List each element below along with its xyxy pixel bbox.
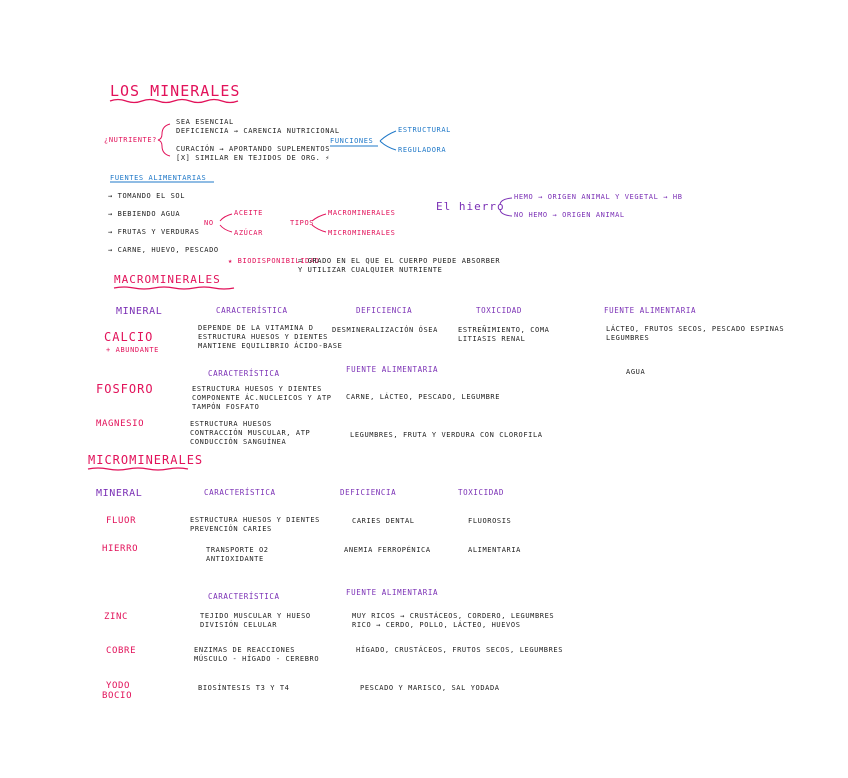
tipos-arrow-up [312, 214, 326, 221]
tipos-item: MACROMINERALES [328, 209, 396, 217]
hierro-micro-name: HIERRO [102, 544, 139, 554]
fluor-caracteristica: ESTRUCTURA HUESOS Y DIENTES PREVENCIÓN CARIES [190, 516, 320, 533]
micro-header-deficiencia: DEFICIENCIA [340, 488, 397, 497]
macro-header-caracteristica: CARACTERÍSTICA [216, 306, 288, 315]
nutriente-label: ¿NUTRIENTE? [104, 136, 157, 144]
micro-header2-caracteristica: CARACTERÍSTICA [208, 592, 280, 601]
micro-header-mineral: MINERAL [96, 488, 143, 499]
yodo-caracteristica: BIOSÍNTESIS T3 Y T4 [198, 684, 290, 692]
no-item: ACEITE [234, 209, 263, 217]
funciones-arrow-down [380, 141, 396, 150]
micro-underline [88, 468, 188, 470]
no-item: AZÚCAR [234, 229, 263, 237]
magnesio-fuente: LEGUMBRES, FRUTA Y VERDURA CON CLOROFILA [350, 431, 543, 439]
macro-header2-fuente: FUENTE ALIMENTARIA [346, 365, 439, 374]
fluor-name: FLUOR [106, 516, 137, 526]
calcio-caracteristica: DEPENDE DE LA VITAMINA D ESTRUCTURA HUESOS Y DIENTES MANTIENE EQUILIBRIO ÁCIDO-BASE [198, 324, 343, 350]
fuentes-item: → TOMANDO EL SOL [108, 192, 186, 200]
zinc-fuente: MUY RICOS → CRUSTÁCEOS, CORDERO, LEGUMBRES RICO → CERDO, POLLO, LÁCTEO, HUEVOS [352, 612, 555, 629]
tipos-label: TIPOS [290, 219, 315, 227]
tipos-arrow-down [312, 225, 326, 232]
calcio-deficiencia: DESMINERALIZACIÓN ÓSEA [332, 326, 438, 334]
zinc-name: ZINC [104, 612, 129, 622]
biodisponibilidad-label: ★ BIODISPONIBILIDAD [228, 257, 320, 265]
funciones-item: REGULADORA [398, 146, 447, 154]
calcio-fuente: LÁCTEO, FRUTOS SECOS, PESCADO ESPINAS LEGUMBRES [606, 325, 785, 342]
fosforo-name: FOSFORO [96, 382, 154, 396]
hierro-micro-caracteristica: TRANSPORTE O2 ANTIOXIDANTE [206, 546, 269, 563]
funciones-label: FUNCIONES [330, 137, 374, 145]
hierro-item: HEMO → ORIGEN ANIMAL Y VEGETAL → HB [514, 193, 683, 201]
hierro-item: NO HEMO → ORIGEN ANIMAL [514, 211, 625, 219]
macro-title: MACROMINERALES [114, 273, 221, 286]
fuentes-item: → CARNE, HUEVO, PESCADO [108, 246, 219, 254]
micro-header-toxicidad: TOXICIDAD [458, 488, 505, 497]
micro-header-caracteristica: CARACTERÍSTICA [204, 488, 276, 497]
macro-header2-caracteristica: CARACTERÍSTICA [208, 369, 280, 378]
magnesio-caracteristica: ESTRUCTURA HUESOS CONTRACCIÓN MUSCULAR, ATP CONDUCCIÓN SANGUÍNEA [190, 420, 311, 446]
no-arrow-up [220, 214, 232, 221]
nutriente-item: DEFICIENCIA → CARENCIA NUTRICIONAL [176, 127, 340, 135]
nutriente-item: SEA ESENCIAL [176, 118, 234, 126]
no-label: NO [204, 219, 214, 227]
fosforo-fuente: CARNE, LÁCTEO, PESCADO, LEGUMBRE [346, 393, 501, 401]
yodo-name: YODO [106, 681, 131, 691]
cobre-fuente: HÍGADO, CRUSTÁCEOS, FRUTOS SECOS, LEGUMBRES [356, 646, 564, 654]
biodisponibilidad-line: Y UTILIZAR CUALQUIER NUTRIENTE [298, 266, 443, 274]
biodisponibilidad-line: = GRADO EN EL QUE EL CUERPO PUEDE ABSORBER [298, 257, 501, 265]
cobre-caracteristica: ENZIMAS DE REACCIONES MÚSCULO - HÍGADO - CEREBRO [194, 646, 320, 663]
fluor-toxicidad: FLUOROSIS [468, 517, 512, 525]
zinc-caracteristica: TEJIDO MUSCULAR Y HUESO DIVISIÓN CELULAR [200, 612, 311, 629]
funciones-item: ESTRUCTURAL [398, 126, 451, 134]
tipos-item: MICROMINERALES [328, 229, 396, 237]
fosforo-caracteristica: ESTRUCTURA HUESOS Y DIENTES COMPONENTE ÁC.NUCLEICOS Y ATP TAMPÓN FOSFATO [192, 385, 332, 411]
micro-title: MICROMINERALES [88, 453, 204, 467]
hierro-micro-toxicidad: ALIMENTARIA [468, 546, 521, 554]
hierro-micro-deficiencia: ANEMIA FERROPÉNICA [344, 546, 431, 554]
funciones-arrow-up [380, 131, 396, 141]
macro-header-toxicidad: TOXICIDAD [476, 306, 523, 315]
fuentes-item: → FRUTAS Y VERDURAS [108, 228, 200, 236]
macro-header-mineral: MINERAL [116, 306, 163, 317]
magnesio-name: MAGNESIO [96, 419, 145, 429]
hierro-label: El hierro [436, 200, 505, 213]
yodo-fuente: PESCADO Y MARISCO, SAL YODADA [360, 684, 500, 692]
macro-header-deficiencia: DEFICIENCIA [356, 306, 413, 315]
no-arrow-down [220, 225, 232, 232]
calcio-note: + ABUNDANTE [106, 346, 159, 354]
nutriente-brace [158, 124, 170, 156]
bocio-name: BOCIO [102, 691, 133, 701]
calcio-name: CALCIO [104, 330, 154, 344]
page-title: LOS MINERALES [110, 82, 241, 100]
nutriente-item: CURACIÓN → APORTANDO SUPLEMENTOS [176, 145, 331, 153]
fuentes-item: → BEBIENDO AGUA [108, 210, 181, 218]
macro-underline [114, 287, 234, 289]
agua-text: AGUA [626, 368, 646, 376]
micro-header2-fuente: FUENTE ALIMENTARIA [346, 588, 439, 597]
fuentes-label: FUENTES ALIMENTARIAS [110, 174, 207, 182]
cobre-name: COBRE [106, 646, 137, 656]
nutriente-item: [X] SIMILAR EN TEJIDOS DE ORG. ⚡ [176, 154, 331, 162]
macro-header-fuente: FUENTE ALIMENTARIA [604, 306, 697, 315]
calcio-toxicidad: ESTREÑIMIENTO, COMA LITIASIS RENAL [458, 326, 550, 343]
fluor-deficiencia: CARIES DENTAL [352, 517, 415, 525]
